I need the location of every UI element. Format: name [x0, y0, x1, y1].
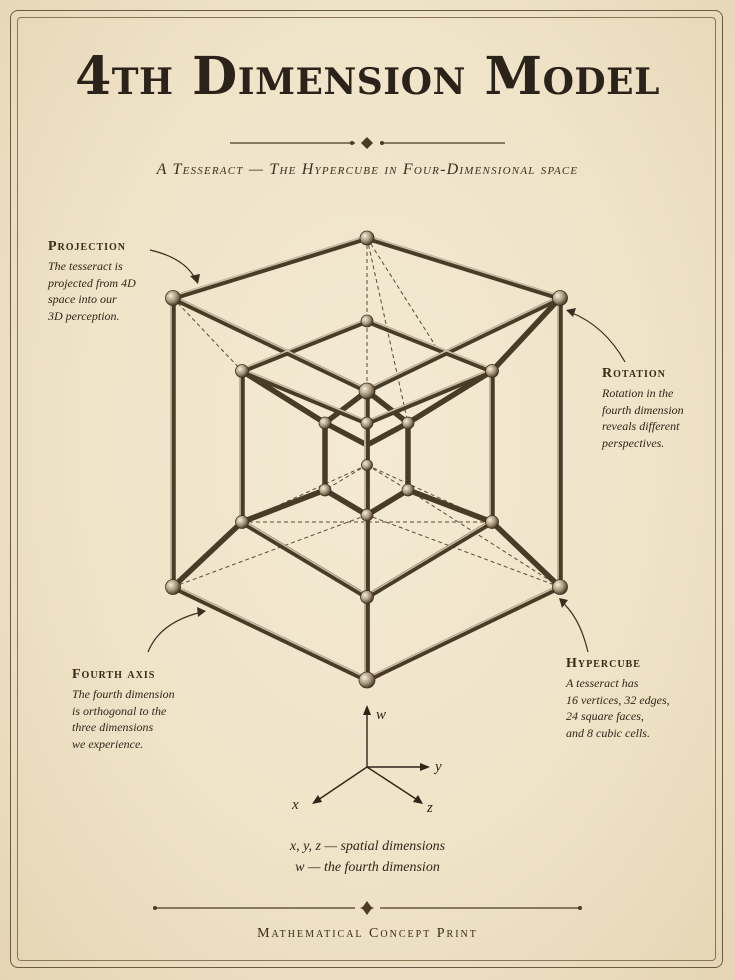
tesseract-edges — [171, 236, 560, 680]
axis-label-w: w — [376, 707, 387, 723]
title-divider-ornament — [230, 137, 505, 149]
z-axis-line — [367, 767, 416, 799]
annotation-projection — [48, 239, 178, 324]
annotation-projection-text: The tesseract is projected from 4D space into our 3D perception. — [48, 259, 136, 323]
axis-label-y: y — [435, 759, 442, 775]
x-axis-arrowhead — [312, 795, 322, 804]
footer-divider-ornament — [153, 901, 582, 915]
z-axis-arrowhead — [413, 795, 423, 804]
axis-label-x: x — [292, 797, 299, 813]
legend-fourth-dimension: w — the fourth dimension — [295, 860, 440, 875]
footer-caption: Mathematical Concept Print — [257, 926, 478, 941]
annotation-fourth-axis-text: The fourth dimension is orthogonal to the three dimensions we experience. — [72, 687, 175, 751]
annotation-rotation-text: Rotation in the fourth dimension reveals different perspectives. — [602, 386, 684, 450]
annotation-fourth-axis — [72, 667, 222, 752]
y-axis-arrowhead — [420, 763, 430, 771]
annotation-projection-heading: Projection — [48, 239, 127, 254]
coordinate-axes — [312, 705, 430, 804]
axis-legend — [0, 836, 735, 878]
annotation-hypercube — [566, 656, 706, 741]
poster-title: 4th Dimension Model — [75, 46, 660, 107]
axis-label-z: z — [427, 800, 433, 816]
w-axis-arrowhead — [363, 705, 371, 715]
poster-subtitle: A Tesseract — The Hypercube in Four-Dimensional space — [156, 161, 579, 178]
legend-spatial-dimensions: x, y, z — spatial dimensions — [289, 839, 446, 854]
annotation-rotation-heading: Rotation — [602, 366, 666, 381]
annotation-hypercube-heading: Hypercube — [566, 656, 641, 671]
x-axis-line — [318, 767, 367, 800]
annotation-rotation — [602, 366, 717, 451]
annotation-fourth-axis-heading: Fourth axis — [72, 667, 156, 682]
annotation-hypercube-text: A tesseract has 16 vertices, 32 edges, 24 square faces, and 8 cubic cells. — [566, 676, 670, 740]
